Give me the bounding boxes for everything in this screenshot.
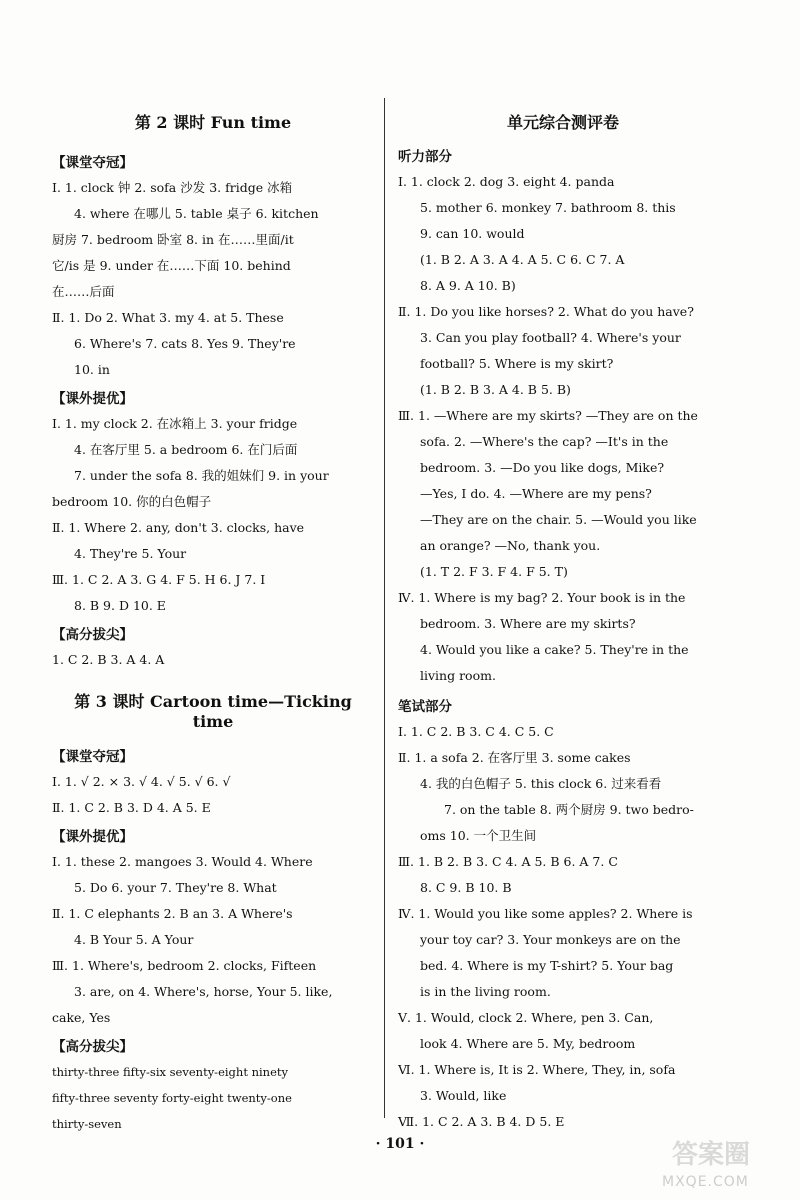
answer-line: Ⅲ. 1. Where's, bedroom 2. clocks, Fifteen [52,958,317,973]
answer-line: 在……后面 [52,284,115,299]
answer-line: Ⅱ. 1. Do you like horses? 2. What do you have? [398,304,694,319]
answer-line: (1. B 2. B 3. A 4. B 5. B) [420,382,571,397]
section-heading: 【高分拔尖】 [52,1039,133,1055]
answer-line: 7. on the table 8. 两个厨房 9. two bedro- [444,802,694,817]
answer-line: fifty-three seventy forty-eight twenty-one [52,1091,292,1105]
answer-line: sofa. 2. —Where's the cap? —It's in the [420,434,669,449]
answer-line: Ⅰ. 1. my clock 2. 在冰箱上 3. your fridge [52,416,298,431]
written-heading: 笔试部分 [398,699,452,715]
lesson-2-title: 第 2 课时 Fun time [134,113,292,132]
answer-line: —Yes, I do. 4. —Where are my pens? [420,486,652,501]
answer-line: bedroom. 3. Where are my skirts? [420,616,636,631]
answer-line: bedroom. 3. —Do you like dogs, Mike? [420,460,665,475]
answer-line: 4. Would you like a cake? 5. They're in the [420,642,689,657]
answer-line: 6. Where's 7. cats 8. Yes 9. They're [74,336,296,351]
answer-line: 5. Do 6. your 7. They're 8. What [74,880,277,895]
answer-line: 7. under the sofa 8. 我的姐妹们 9. in your [74,468,329,483]
column-divider [384,98,385,1118]
unit-test-title: 单元综合测评卷 [506,113,619,132]
answer-line: Ⅶ. 1. C 2. A 3. B 4. D 5. E [398,1114,565,1129]
answer-line: 10. in [74,362,110,377]
answer-line: football? 5. Where is my skirt? [420,356,614,371]
answer-line: Ⅰ. 1. √ 2. × 3. √ 4. √ 5. √ 6. √ [52,774,231,789]
answer-line: Ⅱ. 1. a sofa 2. 在客厅里 3. some cakes [398,750,631,765]
answer-line: Ⅲ. 1. —Where are my skirts? —They are on the [398,408,698,423]
answer-line: living room. [420,668,496,683]
answer-line: Ⅱ. 1. C 2. B 3. D 4. A 5. E [52,800,211,815]
right-column [398,110,728,1135]
lesson-3-title: 第 3 课时 Cartoon time—Ticking time [74,692,352,731]
section-heading: 【高分拔尖】 [52,627,133,643]
page-number: · 101 · [375,1136,425,1152]
section-heading: 【课外提优】 [52,829,133,845]
answer-line: Ⅵ. 1. Where is, It is 2. Where, They, in, sofa [398,1062,676,1077]
answer-line: 3. are, on 4. Where's, horse, Your 5. like, [74,984,333,999]
answer-line: Ⅲ. 1. C 2. A 3. G 4. F 5. H 6. J 7. I [52,572,266,587]
answer-line: look 4. Where are 5. My, bedroom [420,1036,636,1051]
answer-line: bedroom 10. 你的白色帽子 [52,494,212,509]
answer-line: thirty-three fifty-six seventy-eight ninety [52,1065,289,1079]
watermark-logo-icon: 答案圈 [672,1140,751,1170]
answer-line: 它/is 是 9. under 在……下面 10. behind [52,258,291,273]
answer-line: Ⅳ. 1. Where is my bag? 2. Your book is in the [398,590,686,605]
answer-line: cake, Yes [52,1010,111,1025]
answer-line: 厨房 7. bedroom 卧室 8. in 在……里面/it [52,232,294,247]
answer-line: Ⅱ. 1. C elephants 2. B an 3. A Where's [52,906,293,921]
listening-heading: 听力部分 [398,149,452,165]
answer-line: 1. C 2. B 3. A 4. A [52,652,165,667]
answer-line: 3. Would, like [420,1088,507,1103]
answer-line: Ⅰ. 1. C 2. B 3. C 4. C 5. C [398,724,554,739]
answer-line: oms 10. 一个卫生间 [420,828,537,843]
answer-line: 4. They're 5. Your [74,546,187,561]
answer-line: Ⅰ. 1. clock 2. dog 3. eight 4. panda [398,174,615,189]
answer-line: Ⅱ. 1. Where 2. any, don't 3. clocks, have [52,520,305,535]
answer-line: Ⅰ. 1. these 2. mangoes 3. Would 4. Where [52,854,313,869]
answer-line: an orange? —No, thank you. [420,538,601,553]
answer-line: 8. A 9. A 10. B) [420,278,516,293]
answer-line: is in the living room. [420,984,551,999]
section-heading: 【课堂夺冠】 [52,749,133,765]
section-heading: 【课堂夺冠】 [52,155,133,171]
answer-line: 4. 在客厅里 5. a bedroom 6. 在门后面 [74,442,298,457]
answer-line: bed. 4. Where is my T-shirt? 5. Your bag [420,958,674,973]
answer-line: thirty-seven [52,1117,122,1131]
left-column [52,110,374,1137]
watermark [662,1130,792,1190]
answer-line: Ⅴ. 1. Would, clock 2. Where, pen 3. Can, [398,1010,654,1025]
answer-line: 8. C 9. B 10. B [420,880,512,895]
answer-line: 4. where 在哪儿 5. table 桌子 6. kitchen [74,206,319,221]
answer-line: Ⅲ. 1. B 2. B 3. C 4. A 5. B 6. A 7. C [398,854,618,869]
answer-line: (1. B 2. A 3. A 4. A 5. C 6. C 7. A [420,252,625,267]
answer-line: Ⅳ. 1. Would you like some apples? 2. Where is [398,906,693,921]
answer-line: 3. Can you play football? 4. Where's your [420,330,681,345]
answer-line: 4. 我的白色帽子 5. this clock 6. 过来看看 [420,776,662,791]
answer-line: 4. B Your 5. A Your [74,932,194,947]
answer-line: 9. can 10. would [420,226,525,241]
answer-line: Ⅱ. 1. Do 2. What 3. my 4. at 5. These [52,310,284,325]
answer-line: —They are on the chair. 5. —Would you like [420,512,697,527]
answer-line: (1. T 2. F 3. F 4. F 5. T) [420,564,568,579]
section-heading: 【课外提优】 [52,391,133,407]
answer-line: Ⅰ. 1. clock 钟 2. sofa 沙发 3. fridge 冰箱 [52,180,293,195]
answer-line: your toy car? 3. Your monkeys are on the [420,932,681,947]
answer-line: 8. B 9. D 10. E [74,598,166,613]
answer-line: 5. mother 6. monkey 7. bathroom 8. this [420,200,676,215]
watermark-text: MXQE.COM [662,1174,749,1190]
